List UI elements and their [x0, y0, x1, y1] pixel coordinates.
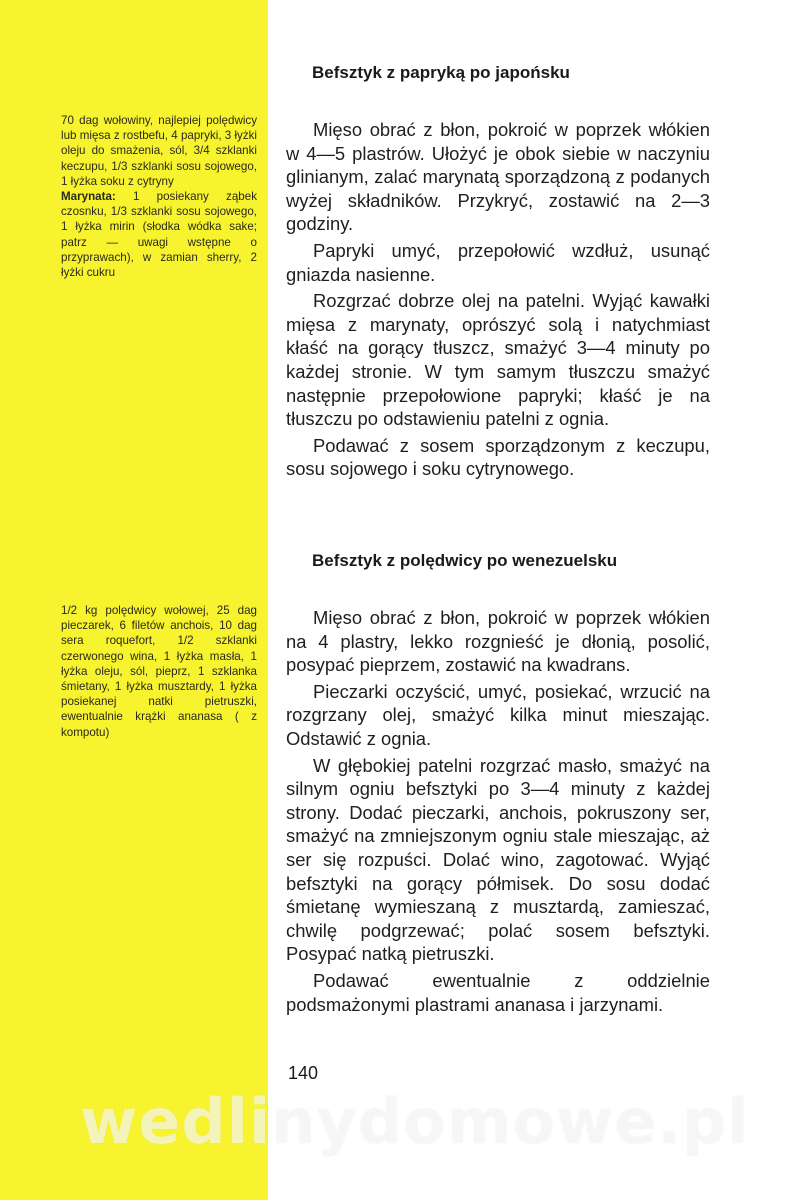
ingredients-text: 1/2 kg polędwicy wołowej, 25 dag pieczarek, 6 filetów anchois, 10 dag sera roquefort, 1/2 szklanki czerwonego wina, 1 łyżka masła, 1 łyżka oleju, sól, pieprz, 1 szklanka śmietany, 1 łyżka musztardy, 1 łyżka posiekanej natki pietruszki, ewentualnie krążki ananasa ( z kompotu)	[61, 604, 257, 739]
instruction-paragraph: Mięso obrać z błon, pokroić w poprzek włókien w 4—5 plastrów. Ułożyć je obok siebie w naczyniu glinianym, zalać marynatą sporządzoną z podanych wyżej składników. Przykryć, zostawić na 2—3 godziny.	[286, 119, 710, 235]
instruction-paragraph: Pieczarki oczyścić, umyć, posiekać, wrzucić na rozgrzany olej, smażyć kilka minut mieszając. Odstawić z ognia.	[286, 680, 710, 749]
instruction-paragraph: W głębokiej patelni rozgrzać masło, smażyć na silnym ogniu befsztyki po 3—4 minuty z każdej strony. Dodać pieczarki, anchois, pokruszony ser, smażyć na zmniejszonym ogniu stale mieszając, aż ser się rozpuści. Dolać wino, zagotować. Wyjąć befsztyki na gorący półmisek. Do sosu dodać śmietanę wymieszaną z musztardą, zamieszać, chwilę podgrzewać; polać sosem befsztyki. Posypać natką pietruszki.	[286, 754, 710, 965]
marinade-label: Marynata:	[61, 190, 116, 204]
marinade-text	[61, 189, 257, 280]
recipe-section	[286, 550, 710, 1016]
instruction-paragraph: Mięso obrać z błon, pokroić w poprzek włókien na 4 plastry, lekko rozgnieść je dłonią, posolić, posypać pieprzem, zostawić na kwadrans.	[286, 607, 710, 676]
instruction-paragraph: Papryki umyć, przepołowić wzdłuż, usunąć gniazda nasienne.	[286, 239, 710, 285]
marinade-ingredients: 1 posiekany ząbek czosnku, 1/3 szklanki sosu sojowego, 1 łyżka mirin (słodka wódka sake; patrz — uwagi wstępne o przyprawach), w zamian sherry, 2 łyżki cukru	[61, 190, 257, 280]
instruction-paragraph: Rozgrzać dobrze olej na patelni. Wyjąć kawałki mięsa z marynaty, oprószyć solą i natychmiast kłaść na gorący tłuszcz, smażyć 3—4 minuty po każdej stronie. W tym samym tłuszczu smażyć następnie przepołowione papryki; kłaść je na tłuszczu po odstawieniu patelni z ognia.	[286, 290, 710, 430]
page-number: 140	[288, 1063, 319, 1083]
instruction-paragraph: Podawać z sosem sporządzonym z keczupu, sosu sojowego i soku cytrynowego.	[286, 434, 710, 480]
instruction-paragraph: Podawać ewentualnie z oddzielnie podsmażonymi plastrami ananasa i jarzynami.	[286, 969, 710, 1015]
recipe-instructions	[286, 606, 710, 1016]
recipe-instructions	[286, 118, 710, 481]
watermark: wedlinydomowe.pl	[80, 1085, 750, 1158]
recipe-section	[286, 62, 710, 481]
ingredients-list	[61, 113, 257, 280]
ingredients-list	[61, 603, 257, 740]
ingredients-text: 70 dag wołowiny, najlepiej polędwicy lub mięsa z rostbefu, 4 papryki, 3 łyżki oleju do smażenia, sól, 3/4 szklanki keczupu, 1/3 szklanki sosu sojowego, 1 łyżka soku z cytryny	[61, 114, 257, 188]
recipe-title: Befsztyk z polędwicy po wenezuelsku	[312, 551, 618, 570]
recipe-title: Befsztyk z papryką po japońsku	[312, 63, 570, 82]
